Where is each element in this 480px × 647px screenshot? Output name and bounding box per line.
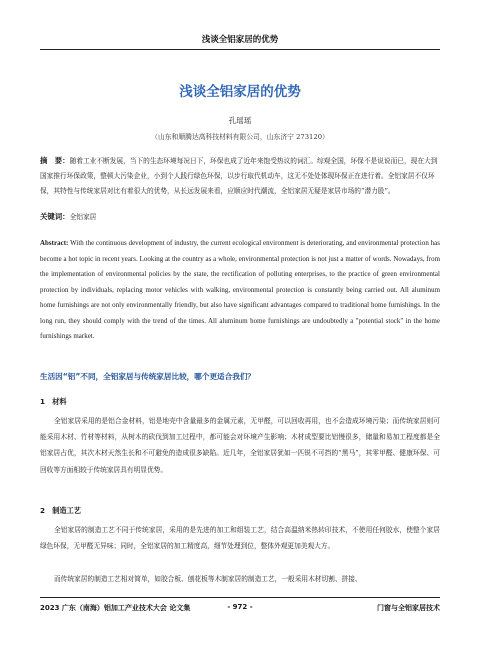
footer-section: 门窗与全铝家居技术	[377, 604, 440, 612]
paragraph-manufacturing: 全铝家居的制造工艺不同于传统家居，采用的是先进的加工和组装工艺，结合高温纳米热转印技术，不使用任何胶水，使整个家居绿色环保，无甲醛无异味；同时，全铝家居的加工精度高，细节处理到位，整体外观更加美观大方。	[40, 526, 440, 551]
footer-rule	[40, 597, 440, 598]
footer-proceedings: 2023 广东（南海）铝加工产业技术大会 论文集	[40, 604, 191, 612]
page-number: - 972 -	[227, 603, 253, 611]
abstract-zh	[40, 153, 440, 199]
abstract-en	[40, 236, 440, 345]
section-heading: 生活因“铝”不同，全铝家居与传统家居比较，哪个更适合我们？	[40, 372, 256, 381]
abstract-zh-text: 随着工业不断发展，当下的生态环境每况日下，环保也成了近年来饱受热议的词汇。综观全国，环保不是说说而已，现在大到国家推行环保政策，整顿大污染企业，小到个人践行绿色环保，以步行取代机动车，这无不处处体现环保正在进行着。全铝家居不仅环保，其特性与传统家居对比有着很大的优势，从长远发展来看，应顺应时代潮流，全铝家居无疑是家居市场的“潜力股”。	[40, 157, 438, 195]
article-affiliation: （山东和顺腾达高科技材料有限公司，山东济宁 273120）	[151, 133, 329, 141]
abstract-en-label: Abstract:	[40, 240, 69, 247]
article-author: 孔瑶瑶	[228, 116, 252, 125]
running-header: 浅谈全铝家居的优势	[201, 35, 279, 45]
header-rule	[40, 49, 440, 50]
paragraph-materials: 全铝家居采用的是铝合金材料，铝是地壳中含量最多的金属元素，无甲醛，可以回收再用，也不会造成环境污染；而传统家居则可能采用木材、竹材等材料，从树木的砍伐到加工过程中，都可能会对环境产生影响；木材成型要比铝慢很多，储量和易加工程度都是全铝家居占优，其次木材天然生长和不可避免的造成很多缺陷。近几年，全铝家居犹如一匹锐不可挡的“黑马”，其零甲醛、健康环保、可回收等方面相较于传统家居具有明显优势。	[40, 417, 440, 474]
keywords-zh-text: 全铝家居	[69, 213, 97, 221]
subsection-materials: 1 材料	[40, 397, 67, 406]
subsection-manufacturing: 2 制造工艺	[40, 506, 81, 515]
abstract-zh-label: 摘 要：	[40, 156, 70, 165]
abstract-en-text: With the continuous development of industry, the current ecological environment is deteriorating, and environmental protection has become a hot topic in recent years. Looking at the country as a whole, environmental protection is not just a matter of words. Nowadays, from the implementation of environmental policies by the state, the rectification of polluting enterprises, to the practice of green environmental protection by individuals, replacing motor vehicles with walking, environmental protection is constantly being carried out. All aluminum home furnishings are not only environmentally friendly, but also have significant advantages compared to traditional home furnishings. In the long run, they should comply with the trend of the times. All aluminum home furnishings are undoubtedly a "potential stock" in the home furnishings market.	[40, 240, 440, 340]
paragraph-traditional: 而传统家居的制造工艺相对简单，如胶合板、刨花板等木制家居的制造工艺，一般采用木材切割、拼接、	[54, 575, 362, 583]
keywords-zh	[40, 211, 440, 222]
article-title: 浅谈全铝家居的优势	[179, 84, 301, 100]
keywords-zh-label: 关键词：	[40, 212, 70, 221]
